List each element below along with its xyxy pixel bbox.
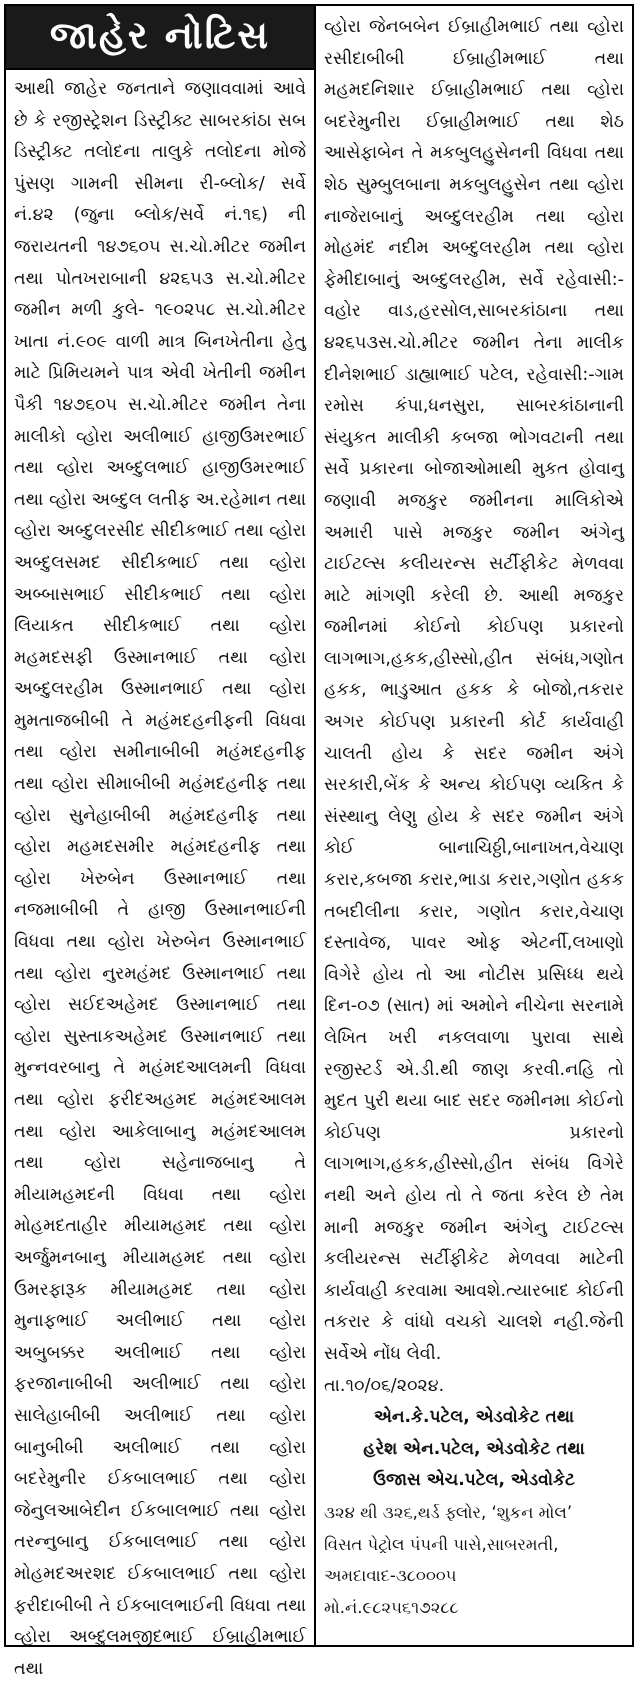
advocate-block	[316, 1402, 632, 1497]
address-line: અમદાવાદ-૩૮૦૦૦૫	[324, 1566, 457, 1586]
public-notice	[4, 4, 634, 1679]
notice-body-right: વ્હોરા જેનબબેન ઈબ્રાહીમભાઈ તથા વ્હોરા રસીદાબીબી ઈબ્રાહીમભાઈ તથા મહમદનિશાર ઈબ્રાહીમભાઈ તથા વ્હોરા બદરેમુનીરા ઈબ્રાહીમભાઈ તથા શેઠ આસેફાબેન તે મકબુલહુસેનની વિધવા તથા શેઠ સુમ્બુલબાના મકબુલહુસેન તથા વ્હોરા નાજેરાબાનું અબ્દુલરહીમ તથા વ્હોરા મોહમંદ નદીમ અબ્દુલરહીમ તથા વ્હોરા ફેમીદાબાનું અબ્દુલરહીમ, સર્વે રહેવાસી:-વહોર વાડ,હરસોલ,સાબરકાંઠાના તથા ૪૨૬૫૩સ.ચો.મીટર જમીન તેના માલીક દીનેશભાઈ ડાહ્યાભાઈ પટેલ, રહેવાસી:-ગામ રમોસ કંપા,ધનસુરા, સાબરકાંઠાનાની સંયુકત માલીકી કબજા ભોગવટાની તથા સર્વે પ્રકારના બોજાઓમાથી મુકત હોવાનુ જણાવી મજકુર જમીનના માલિકોએ અમારી પાસે મજકુર જમીન અંગેનુ ટાઈટલ્સ કલીયરન્સ સર્ટીફીકેટ મેળવવા માટે માંગણી કરેલી છે. આથી મજકુર જમીનમાં કોઈનો કોઈપણ પ્રકારનો લાગભાગ,હકક,હીસ્સો,હીત સંબંધ,ગણોત હકક, ભાડુઆત હકક કે બોજો,તકરાર અગર કોઈપણ પ્રકારની કોર્ટ કાર્યવાહી ચાલતી હોય કે સદર જમીન અંગે સરકારી,બેંક કે અન્ય કોઈપણ વ્યકિત કે સંસ્થાનુ લેણુ હોય કે સદર જમીન અંગે કોઈ બાનાચિઠ્ઠી,બાનાખત,વેચાણ કરાર,કબજા કરાર,ભાડા કરાર,ગણોત હકક તબદીલીના કરાર, ગણોત કરાર,વેચાણ દસ્તાવેજ, પાવર ઓફ એટર્ની,લખાણો વિગેરે હોય તો આ નોટીસ પ્રસિધ્ધ થયે દિન-૦૭ (સાત) માં અમોને નીચેના સરનામે લેખિત ખરી નકલવાળા પુરાવા સાથે રજીસ્ટર્ડ એ.ડી.થી જાણ કરવી.નહિ તો મુદત પુરી થયા બાદ સદર જમીનમા કોઈનો કોઈપણ પ્રકારનો લાગભાગ,હકક,હીસ્સો,હીત સંબંધ વિગેરે નથી અને હોય તો તે જતા કરેલ છે તેમ માની મજકુર જમીન અંગેનુ ટાઈટલ્સ કલીયરન્સ સર્ટીફીકેટ મેળવવા માટેની કાર્યવાહી કરવામા આવશે.ત્યારબાદ કોઈની તકરાર કે વાંધો વચકો ચાલશે નહી.જેની સર્વેએ નોંધ લેવી.	[324, 17, 624, 1364]
mobile-number: મો.નં.૯૮૨૫૬૧૭૨૮૮	[324, 1597, 459, 1617]
advocate-name: એન.કે.પટેલ, એડવોકેટ તથા	[373, 1407, 575, 1428]
advocate-name: ઉજાસ એચ.પટેલ, એડવોકેટ	[373, 1470, 575, 1491]
address-block	[316, 1497, 632, 1623]
address-line: ૩૨૪ થી ૩૨૬,થર્ડ ફ્લોર, ‘શુકન મોલ’	[324, 1502, 573, 1522]
notice-right-column	[316, 6, 632, 1645]
advocate-name: હરેશ એન.પટેલ, એડવોકેટ તથા	[363, 1438, 585, 1459]
notice-title: જાહેર નોટિસ	[6, 6, 314, 70]
notice-left-column	[6, 6, 316, 1679]
notice-body-left: આથી જાહેર જનતાને જણાવવામાં આવે છે કે રજીસ્ટ્રેશન ડિસ્ટ્રીક્ટ સાબરકાંઠા સબ ડિસ્ટ્રીક્ટ તલોદના તાલુકે તલોદના મોજે પુંસણ ગામની સીમના રી-બ્લોક/ સર્વે નં.૪૨ (જુના બ્લોક/સર્વે નં.૧૬) ની જરાયતની ૧૪૭૬૦૫ સ.ચો.મીટર જમીન તથા પોતખરાબાની ૪૨૬૫૩ સ.ચો.મીટર જમીન મળી કુલે- ૧૯૦૨૫૮ સ.ચો.મીટર ખાતા નં.૯૦૯ વાળી માત્ર બિનખેતીના હેતુ માટે પ્રિમિયમને પાત્ર એવી ખેતીની જમીન પૈકી ૧૪૭૬૦૫ સ.ચો.મીટર જમીન તેના માલીકો વ્હોરા અલીભાઈ હાજીઉમરભાઈ તથા વ્હોરા અબ્દુલભાઈ હાજીઉમરભાઈ તથા વ્હોરા અબ્દુલ લતીફ અ.રહેમાન તથા વ્હોરા અબ્દુલરસીદ સીદીકભાઈ તથા વ્હોરા અબ્દુલસમદ સીદીકભાઈ તથા વ્હોરા અબ્બાસભાઈ સીદીકભાઈ તથા વ્હોરા લિયાકત સીદીકભાઈ તથા વ્હોરા મહમદસફી ઉસ્માનભાઈ તથા વ્હોરા અબ્દુલરહીમ ઉસ્માનભાઈ તથા વ્હોરા મુમતાજબીબી તે મહંમદહનીફની વિધવા તથા વ્હોરા સમીનાબીબી મહંમદહનીફ તથા વ્હોરા સીમાબીબી મહંમદહનીફ તથા વ્હોરા સુનેહાબીબી મહંમદહનીફ તથા વ્હોરા મહમદસમીર મહંમદહનીફ તથા વ્હોરા ખેરુબેન ઉસ્માનભાઈ તથા નજમાબીબી તે હાજી ઉસ્માનભાઈની વિધવા તથા વ્હોરા ખેરુબેન ઉસ્માનભાઈ તથા વ્હોરા નુરમહંમદ ઉસ્માનભાઈ તથા વ્હોરા સઈદઅહેમદ ઉસ્માનભાઈ તથા વ્હોરા સુસ્તાકઅહેમદ ઉસ્માનભાઈ તથા મુન્નવરબાનુ તે મહંમદઆલમની વિધવા તથા વ્હોરા ફરીદઅહમદ મહંમદઆલમ તથા વ્હોરા આકેલાબાનુ મહંમદઆલમ તથા વ્હોરા સહેનાજબાનુ તે મીયામહમદની વિધવા તથા વ્હોરા મોહમદતાહીર મીયામહમદ તથા વ્હોરા અર્જુમનબાનુ મીયામહમદ તથા વ્હોરા ઉમરફારૂક મીયામહમદ તથા વ્હોરા મુનાફભાઈ અલીભાઈ તથા વ્હોરા અબુબક્કર અલીભાઈ તથા વ્હોરા ફરજાનાબીબી અલીભાઈ તથા વ્હોરા સાલેહાબીબી અલીભાઈ તથા વ્હોરા બાનુબીબી અલીભાઈ તથા વ્હોરા બદરેમુનીર ઈકબાલભાઈ તથા વ્હોરા જેનુલઆબેદીન ઈકબાલભાઈ તથા વ્હોરા તરન્નુબાનુ ઈકબાલભાઈ તથા વ્હોરા મોહમદઅરશદ ઈકબાલભાઈ તથા વ્હોરા ફરીદાબીબી તે ઈકબાલભાઈની વિધવા તથા વ્હોરા અબ્દુલમજીદભાઈ ઈબ્રાહીમભાઈ તથા	[14, 79, 306, 1679]
address-line: વિસત પેટ્રોલ પંપની પાસે,સાબરમતી,	[324, 1534, 559, 1554]
notice-date: તા.૧૦/૦૬/૨૦૨૪.	[324, 1375, 445, 1396]
